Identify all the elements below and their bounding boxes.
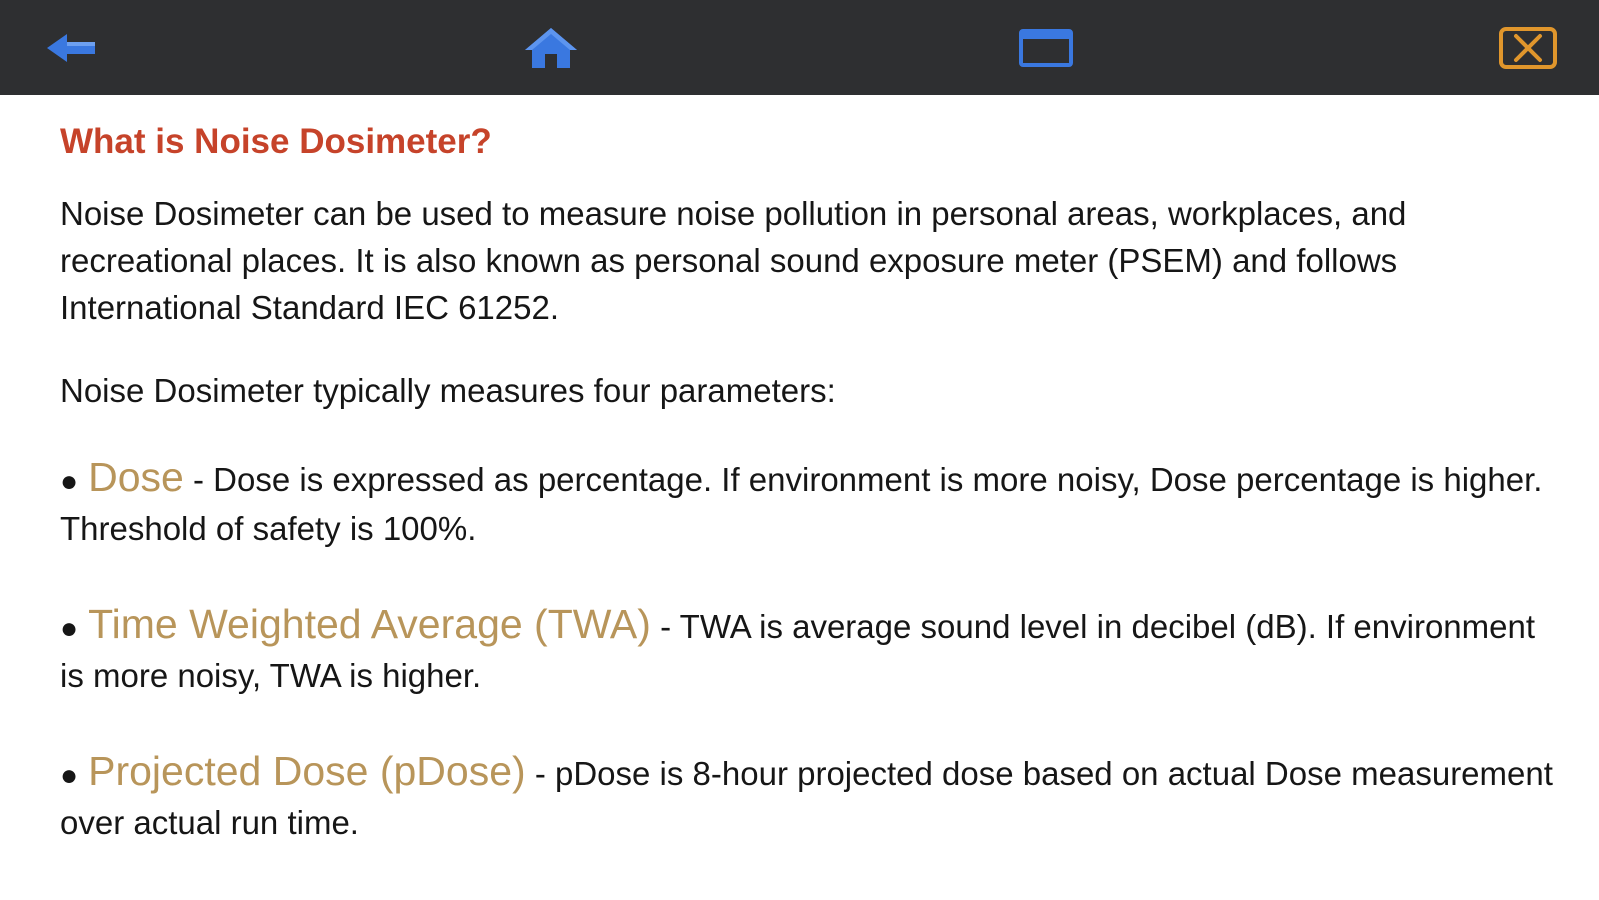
close-button[interactable] [1468,0,1588,95]
arrow-left-icon [45,31,99,65]
home-button[interactable] [491,0,611,95]
list-intro-paragraph: Noise Dosimeter typically measures four parameters: [60,372,836,409]
list-item [60,601,1560,699]
home-icon [523,26,579,70]
description-twa: - TWA is average sound level in decibel (dB). If environment is more noisy, TWA is higher. [60,608,1536,694]
bullet-icon: ● [60,612,79,645]
bullet-icon: ● [60,759,79,792]
window-button[interactable] [986,0,1106,95]
window-icon [1018,28,1074,68]
list-item [60,454,1560,552]
top-toolbar [0,0,1599,95]
term-dose: Dose [88,454,184,500]
term-pdose: Projected Dose (pDose) [88,748,526,794]
page-title: What is Noise Dosimeter? [60,122,492,161]
description-dose: - Dose is expressed as percentage. If environment is more noisy, Dose percentage is higher. Threshold of safety is 100%. [60,461,1543,547]
back-button[interactable] [12,0,132,95]
intro-paragraph: Noise Dosimeter can be used to measure noise pollution in personal areas, workplaces, and recreational places. It is also known as personal sound exposure meter (PSEM) and follows International Standard IEC 61252. [60,195,1407,326]
list-item [60,748,1560,846]
description-pdose: - pDose is 8-hour projected dose based on actual Dose measurement over actual run time. [60,755,1553,841]
term-twa: Time Weighted Average (TWA) [88,601,651,647]
help-content [60,95,1560,846]
close-box-icon [1498,26,1558,70]
bullet-icon: ● [60,465,79,498]
